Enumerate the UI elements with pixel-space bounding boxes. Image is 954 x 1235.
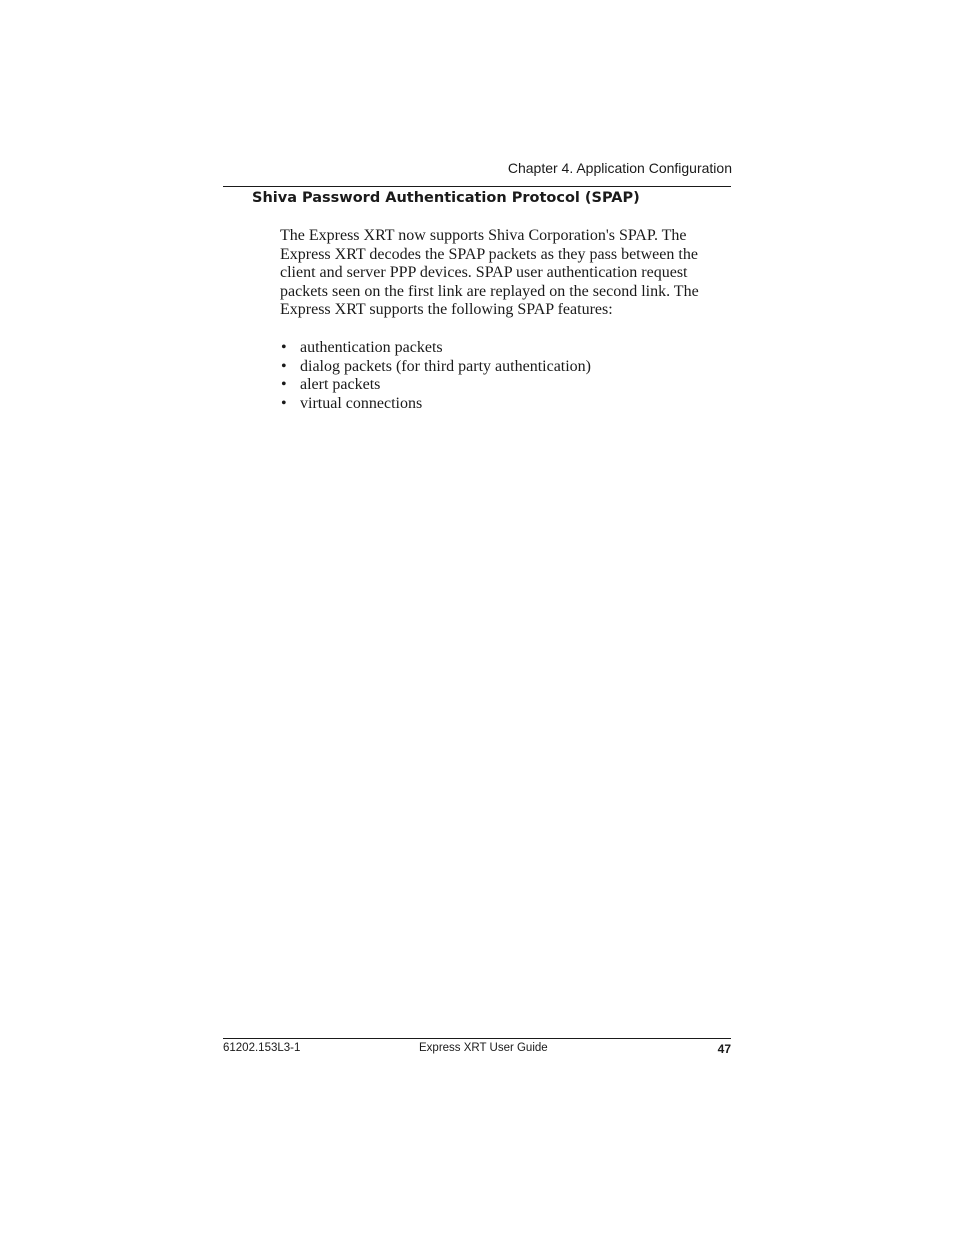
section-paragraph bbox=[280, 227, 735, 320]
bullet-icon: • bbox=[281, 339, 287, 356]
document-title: Express XRT User Guide bbox=[419, 1042, 548, 1054]
header-rule bbox=[223, 186, 731, 187]
bullet-icon: • bbox=[281, 357, 287, 375]
page-number: 47 bbox=[717, 1042, 731, 1056]
document-number: 61202.153L3-1 bbox=[223, 1042, 301, 1054]
paragraph-line: client and server PPP devices. SPAP user authentication request bbox=[280, 264, 688, 282]
list-item-text: virtual connections bbox=[300, 394, 423, 412]
feature-list bbox=[280, 339, 591, 413]
footer-rule bbox=[223, 1038, 731, 1039]
list-item-text: alert packets bbox=[300, 376, 381, 394]
paragraph-line: Express XRT supports the following SPAP features: bbox=[280, 301, 613, 319]
list-item-text: dialog packets (for third party authentication) bbox=[300, 357, 592, 375]
page-footer bbox=[223, 1042, 731, 1060]
bullet-icon: • bbox=[281, 394, 287, 412]
paragraph-line: The Express XRT now supports Shiva Corporation's SPAP. The bbox=[280, 227, 687, 244]
list-item-text: authentication packets bbox=[300, 339, 443, 356]
list-item bbox=[280, 339, 591, 358]
section-heading: Shiva Password Authentication Protocol (SPAP) bbox=[252, 190, 640, 206]
list-item bbox=[280, 395, 591, 414]
list-item bbox=[280, 376, 591, 395]
bullet-icon: • bbox=[281, 376, 287, 394]
running-header: Chapter 4. Application Configuration bbox=[507, 160, 732, 176]
list-item bbox=[280, 358, 591, 377]
paragraph-line: packets seen on the first link are replayed on the second link. The bbox=[280, 282, 699, 300]
paragraph-line: Express XRT decodes the SPAP packets as they pass between the bbox=[280, 245, 698, 263]
